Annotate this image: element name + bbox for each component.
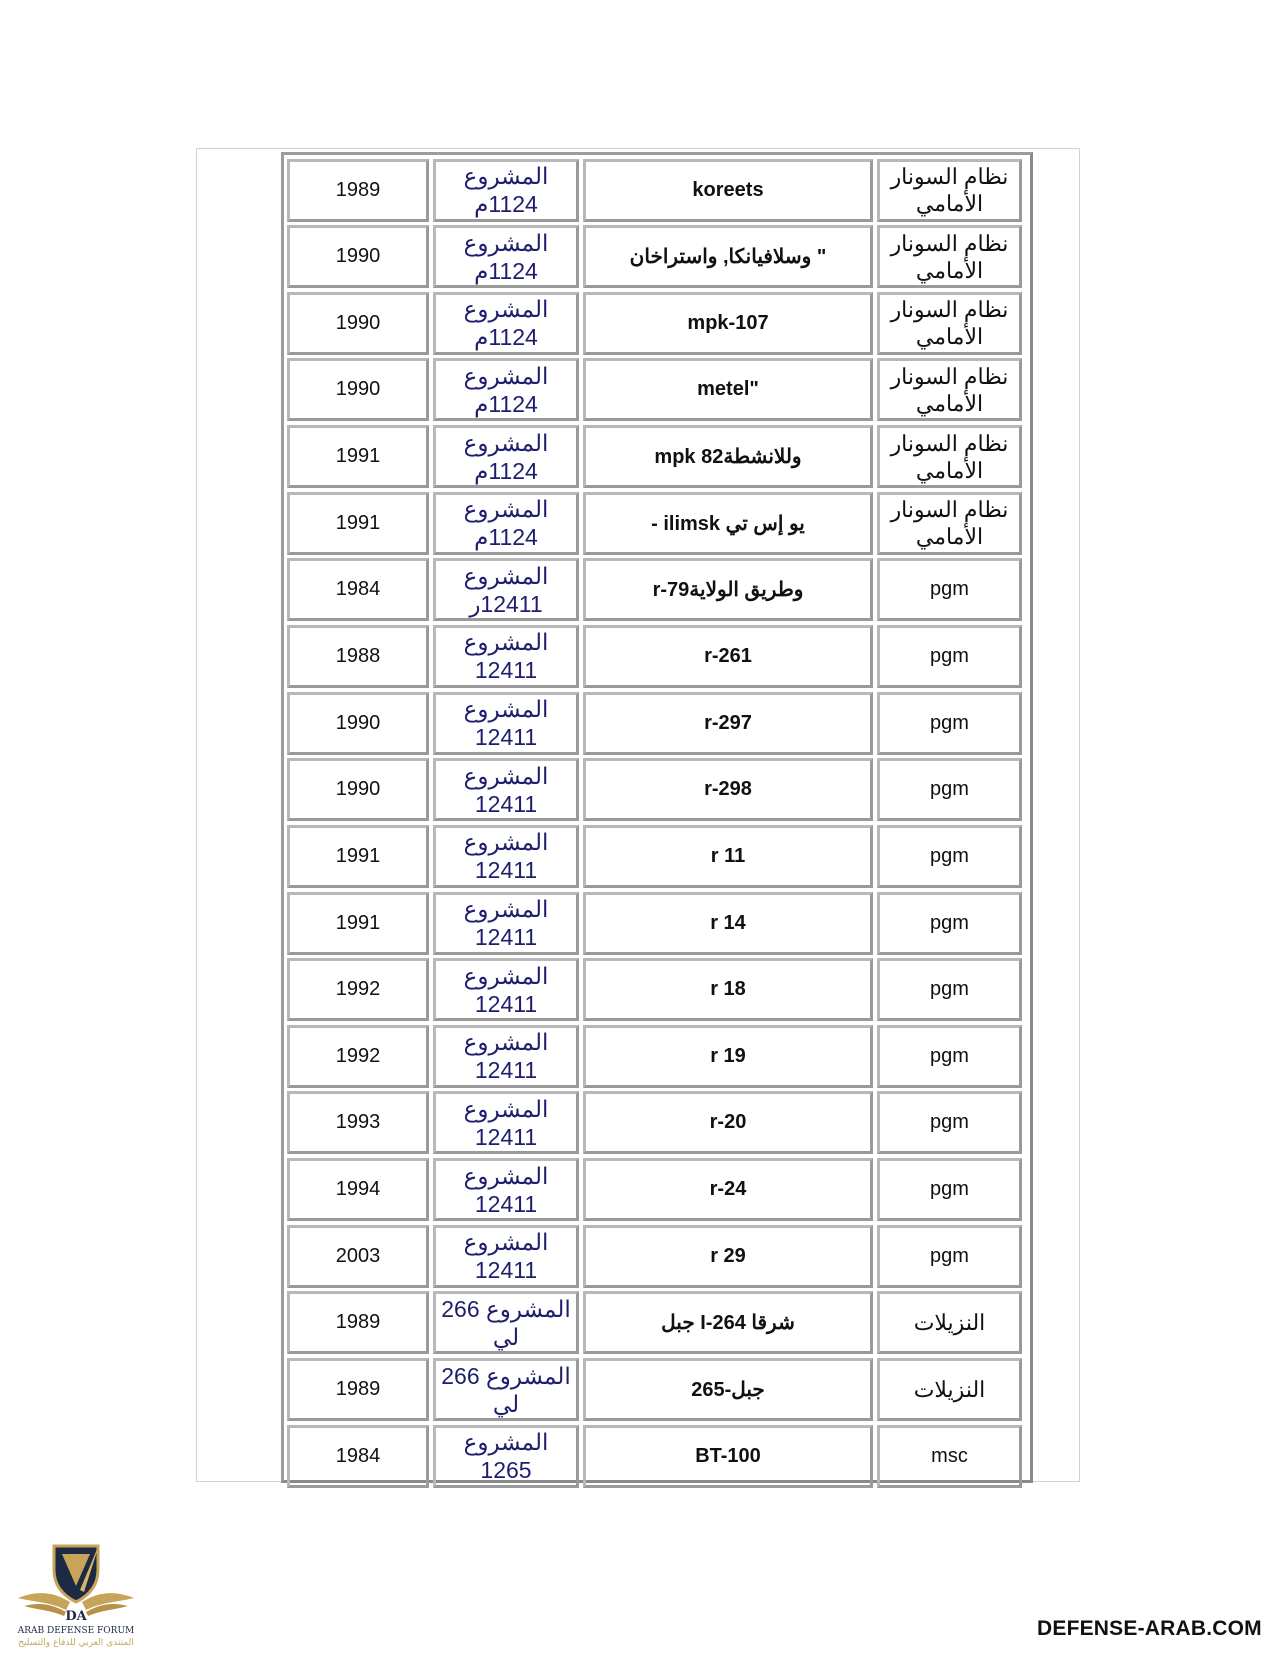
year-cell: 1990 <box>287 225 429 288</box>
year-cell: 1990 <box>287 358 429 421</box>
name-cell: r-261 <box>583 625 873 688</box>
table-row <box>285 957 1029 1024</box>
project-text: المشروع 12411 <box>463 1229 549 1284</box>
year-cell: 1988 <box>287 625 429 688</box>
table-row <box>285 690 1029 757</box>
table-row <box>285 1223 1029 1290</box>
year-cell: 1989 <box>287 1291 429 1354</box>
year-cell: 1994 <box>287 1158 429 1221</box>
project-cell <box>433 958 579 1021</box>
name-cell: BT-100 <box>583 1425 873 1488</box>
project-cell <box>433 1225 579 1288</box>
project-text: المشروع 1124م <box>463 296 549 351</box>
type-cell: النزيلات <box>877 1358 1022 1421</box>
project-text: المشروع 12411 <box>463 962 549 1017</box>
project-text: المشروع 12411 <box>463 629 549 684</box>
year-cell: 1991 <box>287 825 429 888</box>
table-row <box>285 290 1029 357</box>
project-cell <box>433 1091 579 1154</box>
name-cell: r-24 <box>583 1158 873 1221</box>
project-cell <box>433 1358 579 1421</box>
year-cell: 1992 <box>287 1025 429 1088</box>
type-cell: النزيلات <box>877 1291 1022 1354</box>
name-cell: r-297 <box>583 692 873 755</box>
table-row <box>285 890 1029 957</box>
type-cell: pgm <box>877 1091 1022 1154</box>
table-row <box>285 490 1029 557</box>
year-cell: 1991 <box>287 892 429 955</box>
name-cell: وسلافيانكا, واستراخان " <box>583 225 873 288</box>
type-cell: نظام السونار الأمامي <box>877 225 1022 288</box>
name-cell: جبل-265 <box>583 1358 873 1421</box>
year-cell: 1993 <box>287 1091 429 1154</box>
project-cell <box>433 692 579 755</box>
table-row <box>285 557 1029 624</box>
project-cell <box>433 825 579 888</box>
name-cell: mpk 82وللانشطة <box>583 425 873 488</box>
type-cell: pgm <box>877 625 1022 688</box>
project-cell <box>433 159 579 222</box>
table-row <box>285 1290 1029 1357</box>
type-cell: pgm <box>877 558 1022 621</box>
type-cell: pgm <box>877 1225 1022 1288</box>
project-text: المشروع 1124م <box>463 496 549 551</box>
project-cell <box>433 1291 579 1354</box>
project-text: المشروع 12411 <box>463 696 549 751</box>
project-text: المشروع 1124م <box>463 429 549 484</box>
project-text: المشروع 12411 <box>463 1095 549 1150</box>
type-cell: نظام السونار الأمامي <box>877 159 1022 222</box>
year-cell: 1990 <box>287 758 429 821</box>
name-cell: mpk-107 <box>583 292 873 355</box>
site-url: DEFENSE-ARAB.COM <box>1037 1617 1262 1640</box>
name-cell: r-79وطريق الولاية <box>583 558 873 621</box>
type-cell: pgm <box>877 692 1022 755</box>
svg-text:ARAB DEFENSE FORUM: ARAB DEFENSE FORUM <box>17 1626 135 1636</box>
project-cell <box>433 892 579 955</box>
table-row <box>285 1357 1029 1424</box>
ships-table <box>281 152 1033 1483</box>
project-text: المشروع 1124م <box>463 362 549 417</box>
project-text: المشروع 12411 <box>463 762 549 817</box>
year-cell: 1990 <box>287 292 429 355</box>
table-row <box>285 757 1029 824</box>
table-row <box>285 224 1029 291</box>
year-cell: 1991 <box>287 425 429 488</box>
svg-text:المنتدى العربي للدفاع والتسليح: المنتدى العربي للدفاع والتسليح <box>18 1638 134 1648</box>
arab-defense-forum-logo <box>10 1540 142 1648</box>
project-text: المشروع 266 لي <box>441 1362 571 1417</box>
name-cell: r-298 <box>583 758 873 821</box>
type-cell: نظام السونار الأمامي <box>877 425 1022 488</box>
name-cell: - ilimsk يو إس تي <box>583 492 873 555</box>
project-text: المشروع 12411 <box>463 1029 549 1084</box>
project-cell <box>433 1425 579 1488</box>
project-text: المشروع 1265 <box>463 1429 549 1484</box>
table-row <box>285 623 1029 690</box>
project-cell <box>433 1158 579 1221</box>
type-cell: نظام السونار الأمامي <box>877 358 1022 421</box>
project-cell <box>433 758 579 821</box>
name-cell: جبل I-264 شرقا <box>583 1291 873 1354</box>
year-cell: 1990 <box>287 692 429 755</box>
type-cell: msc <box>877 1425 1022 1488</box>
project-text: المشروع 12411 <box>463 829 549 884</box>
project-cell <box>433 558 579 621</box>
logo-emblem-icon <box>10 1540 142 1648</box>
project-cell <box>433 625 579 688</box>
project-cell <box>433 1025 579 1088</box>
name-cell: metel" <box>583 358 873 421</box>
project-cell <box>433 425 579 488</box>
table-row <box>285 823 1029 890</box>
project-text: المشروع 266 لي <box>441 1295 571 1350</box>
type-cell: pgm <box>877 825 1022 888</box>
type-cell: نظام السونار الأمامي <box>877 492 1022 555</box>
type-cell: pgm <box>877 758 1022 821</box>
table-row <box>285 1023 1029 1090</box>
name-cell: koreets <box>583 159 873 222</box>
name-cell: r 18 <box>583 958 873 1021</box>
year-cell: 2003 <box>287 1225 429 1288</box>
year-cell: 1989 <box>287 1358 429 1421</box>
project-cell <box>433 492 579 555</box>
type-cell: نظام السونار الأمامي <box>877 292 1022 355</box>
year-cell: 1992 <box>287 958 429 1021</box>
name-cell: r 14 <box>583 892 873 955</box>
project-cell <box>433 358 579 421</box>
project-text: المشروع 12411ر <box>463 562 549 617</box>
table-row <box>285 1423 1029 1490</box>
project-text: المشروع 12411 <box>463 896 549 951</box>
table-row <box>285 1090 1029 1157</box>
year-cell: 1989 <box>287 159 429 222</box>
svg-text:DA: DA <box>65 1609 87 1624</box>
table-row <box>285 157 1029 224</box>
table-row <box>285 1157 1029 1224</box>
name-cell: r 19 <box>583 1025 873 1088</box>
name-cell: r 29 <box>583 1225 873 1288</box>
name-cell: r 11 <box>583 825 873 888</box>
year-cell: 1984 <box>287 558 429 621</box>
project-text: المشروع 1124م <box>463 229 549 284</box>
year-cell: 1984 <box>287 1425 429 1488</box>
type-cell: pgm <box>877 1158 1022 1221</box>
type-cell: pgm <box>877 1025 1022 1088</box>
year-cell: 1991 <box>287 492 429 555</box>
table-row <box>285 357 1029 424</box>
project-cell <box>433 225 579 288</box>
project-text: المشروع 12411 <box>463 1162 549 1217</box>
type-cell: pgm <box>877 958 1022 1021</box>
name-cell: r-20 <box>583 1091 873 1154</box>
type-cell: pgm <box>877 892 1022 955</box>
table-row <box>285 424 1029 491</box>
project-text: المشروع 1124م <box>463 163 549 217</box>
project-cell <box>433 292 579 355</box>
